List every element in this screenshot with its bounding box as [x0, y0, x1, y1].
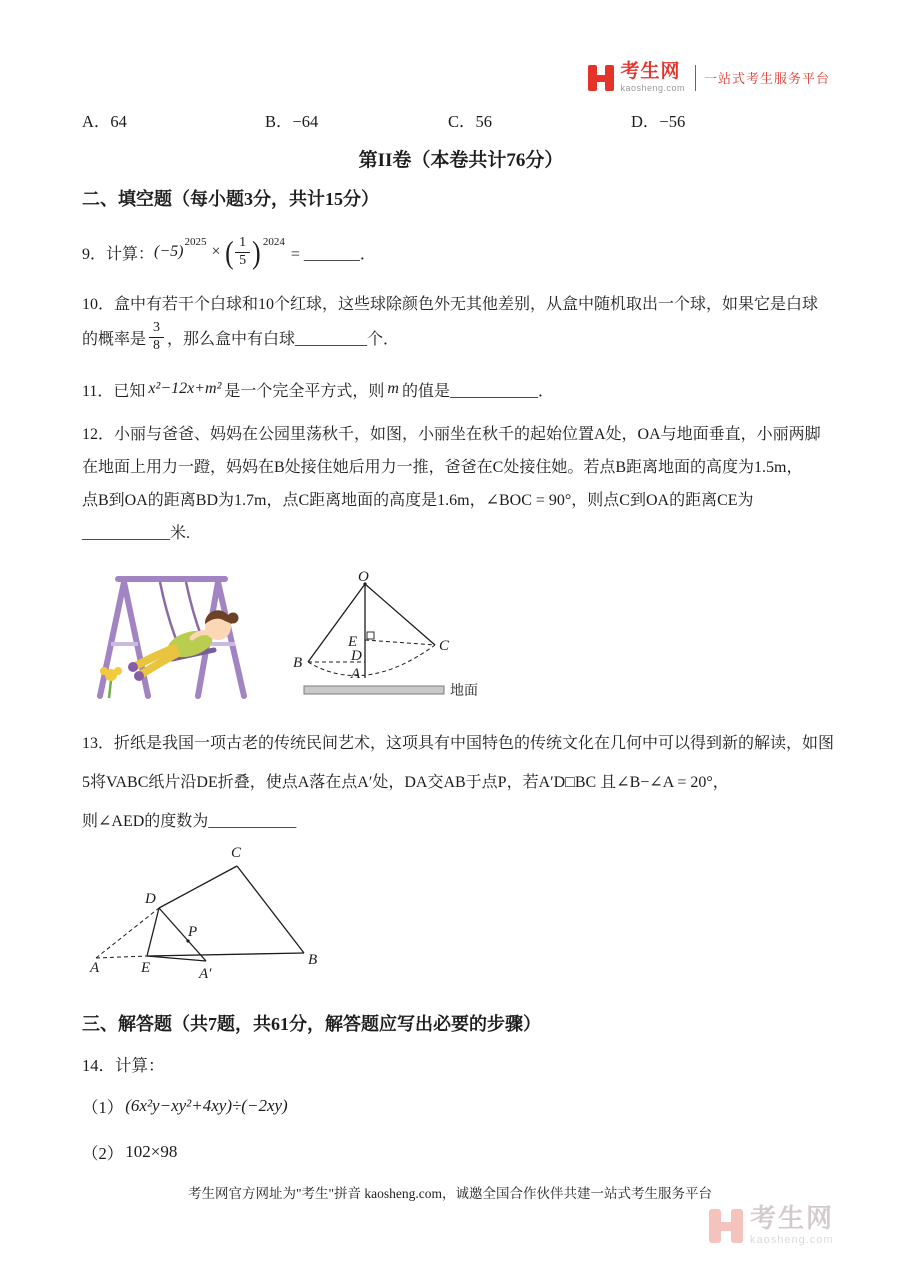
point-label-b: B	[293, 655, 303, 671]
q9-base: (−5)	[154, 243, 184, 260]
question-14-item-2	[82, 1136, 840, 1168]
q9-exponent-2: 2024	[262, 236, 285, 248]
answer-options-row	[82, 108, 840, 132]
point-label-d: D	[351, 648, 362, 664]
q9-formula	[154, 235, 376, 268]
q13-line-2: 5将VABC纸片沿DE折叠，使点A落在点A′处，DA交AB于点P，若A′D□BC 且∠B−∠A = 20°，	[82, 774, 729, 791]
question-13	[82, 724, 840, 841]
watermark-text	[750, 1205, 834, 1246]
point-label-b: B	[308, 952, 318, 968]
question-14-item-1	[82, 1090, 840, 1122]
exam-content	[82, 108, 840, 1168]
q12-answer-blank: ___________米.	[82, 525, 191, 542]
q10-post: ，那么盒中有白球_________个．	[167, 330, 400, 348]
site-logo	[588, 62, 830, 93]
point-label-o: O	[358, 570, 369, 585]
volume-title: 第II卷（本卷共计76分）	[358, 150, 564, 171]
point-label-d: D	[145, 891, 156, 907]
q13-line-3: 则∠AED的度数为___________	[82, 813, 297, 830]
point-label-a: A	[351, 666, 361, 682]
fill-in-section-heading: 二、填空题（每小题3分，共计15分）	[82, 189, 379, 209]
watermark-brand-domain: kaosheng.com	[749, 1234, 834, 1246]
point-label-e: E	[141, 960, 151, 976]
q13-line-1: 13．折纸是我国一项古老的传统民间艺术，这项具有中国特色的传统文化在几何中可以得到新的解读，如图	[82, 735, 835, 752]
q9-blank: = _______．	[290, 245, 376, 263]
q9-left-paren: (	[224, 234, 234, 270]
q12-line-3: 点B到OA的距离BD为1.7m，点C距离地面的高度是1.6m，∠BOC = 90°，则点C到OA的距离CE为	[82, 492, 754, 509]
option-c: C．56	[448, 112, 493, 131]
brand-name: 考生网	[620, 61, 681, 82]
q9-denominator: 5	[239, 252, 247, 268]
option-b: B．−64	[265, 112, 319, 131]
q9-fraction	[235, 235, 250, 268]
point-label-c: C	[439, 638, 450, 654]
point-label-e: E	[348, 634, 358, 650]
brand-domain: kaosheng.com	[620, 83, 685, 93]
q9-right-paren: )	[252, 234, 261, 270]
q12-figures	[88, 556, 840, 708]
q9-exponent-1: 2025	[184, 236, 207, 248]
q10-line-2	[82, 314, 840, 360]
q11-post: 的值是___________．	[401, 382, 554, 400]
fold-triangle-diagram	[84, 843, 334, 985]
q10-fraction	[149, 320, 164, 353]
q10-pre: 的概率是	[82, 330, 147, 348]
ground-label: 地面	[450, 684, 478, 699]
swing-illustration	[88, 560, 266, 708]
q10-denominator: 8	[153, 337, 161, 353]
q10-line-1: 10．盒中有若干个白球和10个红球，这些球除颜色外无其他差别，从盒中随机取出一个球，如果它是白球	[82, 296, 819, 313]
q14-item2-expression: 102×98	[125, 1142, 178, 1161]
question-12	[82, 418, 840, 550]
brand-divider	[695, 65, 696, 91]
q11-pre: 11．已知	[82, 382, 146, 400]
kaosheng-watermark-icon	[709, 1209, 743, 1243]
point-label-a: A	[90, 960, 100, 976]
q9-numerator: 1	[235, 235, 250, 252]
point-label-a-prime: A′	[199, 966, 212, 982]
q11-variable: m	[387, 380, 399, 397]
point-label-c: C	[231, 845, 242, 861]
q14-item2-number: （2）	[82, 1144, 124, 1163]
solve-section-heading: 三、解答题（共7题，共61分，解答题应写出必要的步骤）	[82, 1014, 541, 1034]
q11-expression: x²−12x+m²	[148, 380, 222, 397]
point-label-p: P	[188, 924, 198, 940]
watermark-logo	[709, 1205, 834, 1246]
q11-mid: 是一个完全平方式，则	[224, 382, 385, 400]
option-a: A．64	[82, 112, 127, 131]
q9-times: ×	[211, 243, 221, 260]
question-14-label: 14．计算：	[82, 1056, 165, 1075]
option-d: D．−56	[631, 112, 686, 131]
brand-tagline: 一站式考生服务平台	[703, 71, 830, 86]
question-10	[82, 291, 840, 360]
question-11	[82, 374, 840, 404]
swing-geometry-diagram	[290, 570, 525, 708]
q12-line-2: 在地面上用力一蹬，妈妈在B处接住她后用力一推，爸爸在C处接住她。若点B距离地面的高度为1.5m，	[82, 459, 803, 476]
question-9	[82, 227, 840, 277]
q9-label: 9．计算：	[82, 245, 155, 263]
q12-line-1: 12．小丽与爸爸、妈妈在公园里荡秋千，如图，小丽坐在秋千的起始位置A处，OA与地面垂直，小丽两脚	[82, 426, 821, 443]
kaosheng-logo-icon	[588, 65, 614, 91]
watermark-brand-name: 考生网	[749, 1203, 834, 1233]
q10-numerator: 3	[149, 320, 164, 337]
q14-item1-expression: (6x²y−xy²+4xy)÷(−2xy)	[125, 1096, 288, 1115]
brand-text	[620, 62, 685, 93]
page-footer: 考生网官方网址为"考生"拼音 kaosheng.com，诚邀全国合作伙伴共建一站式考生服务平台	[187, 1186, 712, 1201]
q14-item1-number: （1）	[82, 1098, 124, 1117]
